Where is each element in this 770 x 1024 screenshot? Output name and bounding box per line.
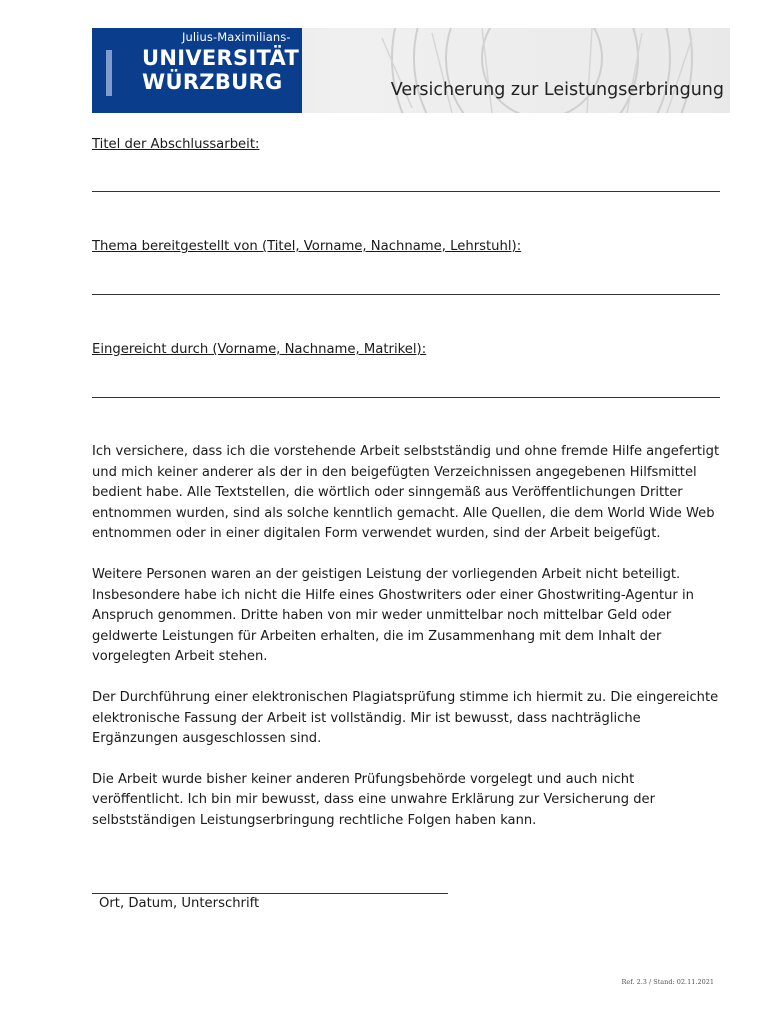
header-banner <box>92 28 730 113</box>
logo-line-2: WÜRZBURG <box>142 70 283 94</box>
signature-line[interactable] <box>92 893 448 894</box>
logo-accent-bar <box>106 50 112 96</box>
document-title: Versicherung zur Leistungserbringung <box>390 80 724 100</box>
logo-line-small: Julius-Maximilians- <box>182 30 291 44</box>
logo-line-1: UNIVERSITÄT <box>142 46 300 70</box>
field-line-topic-provider[interactable] <box>92 294 720 295</box>
field-line-submitted-by[interactable] <box>92 397 720 398</box>
field-label-thesis-title: Titel der Abschlussarbeit: <box>92 137 260 152</box>
university-logo <box>92 28 302 113</box>
field-label-submitted-by: Eingereicht durch (Vorname, Nachname, Matrikel): <box>92 342 427 357</box>
declaration-paragraph: Ich versichere, dass ich die vorstehende Arbeit selbstständig und ohne fremde Hilfe angefertigt und mich keiner anderer als der in den beigefügten Verzeichnissen angegebenen Hilfsmittel bedient habe. Alle Textstellen, die wörtlich oder sinngemäß aus Veröffentlichungen Dritter entnommen wurden, sind als solche kenntlich gemacht. Alle Quellen, die dem World Wide Web entnommen oder in einer digitalen Form verwendet wurden, sind der Arbeit beigefügt. <box>92 444 720 542</box>
signature-label: Ort, Datum, Unterschrift <box>99 896 260 911</box>
declaration-paragraph: Weitere Personen waren an der geistigen Leistung der vorliegenden Arbeit nicht beteiligt. Insbesondere habe ich nicht die Hilfe eines Ghostwriters oder einer Ghostwriting-Agentur in Anspruch genommen. Dritte haben von mir weder unmittelbar noch mittelbar Geld oder geldwerte Leistungen für Arbeiten erhalten, die im Zusammenhang mit dem Inhalt der vorgelegten Arbeit stehen. <box>92 566 694 665</box>
footer-reference: Ref. 2.3 / Stand: 02.11.2021 <box>621 978 714 986</box>
field-line-thesis-title[interactable] <box>92 191 720 192</box>
declaration-paragraph: Die Arbeit wurde bisher keiner anderen Prüfungsbehörde vorgelegt und auch nicht veröffentlicht. Ich bin mir bewusst, dass eine unwahre Erklärung zur Versicherung der selbstständigen Leistungserbringung rechtliche Folgen haben kann. <box>92 771 655 828</box>
field-label-topic-provider: Thema bereitgestellt von (Titel, Vorname, Nachname, Lehrstuhl): <box>92 239 522 254</box>
declaration-text <box>92 442 724 852</box>
declaration-paragraph: Der Durchführung einer elektronischen Plagiatsprüfung stimme ich hiermit zu. Die eingereichte elektronische Fassung der Arbeit ist vollständig. Mir ist bewusst, dass nachträgliche Ergänzungen ausgeschlossen sind. <box>92 689 719 747</box>
university-seal-watermark <box>342 28 730 113</box>
